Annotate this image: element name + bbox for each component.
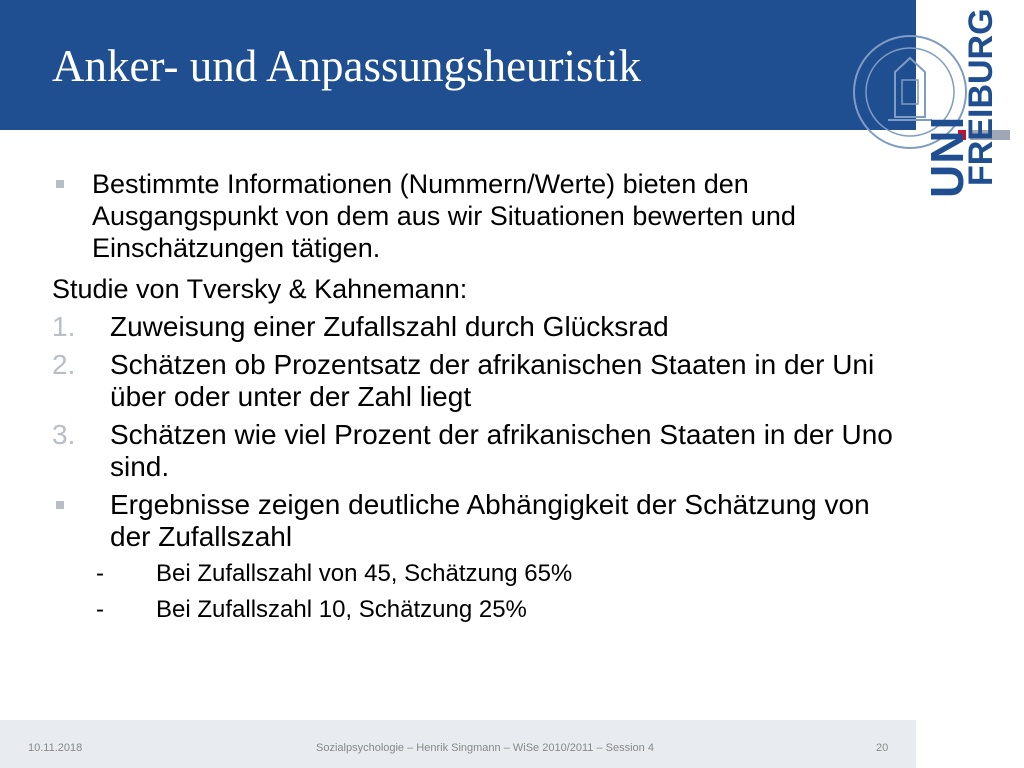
list-number: 3.	[52, 419, 76, 450]
intro-text: Bestimmte Informationen (Nummern/Werte) bieten den Ausgangspunkt von dem aus wir Situationen bewerten und Einschätzungen tätigen.	[92, 169, 796, 263]
list-number: 2.	[52, 349, 76, 380]
intro-bullet	[52, 168, 902, 264]
footer-date: 10.11.2018	[28, 742, 83, 754]
detail-item	[52, 595, 902, 625]
slide-content	[52, 168, 902, 625]
square-bullet-icon	[56, 501, 64, 509]
result-text: Ergebnisse zeigen deutliche Abhängigkeit der Schätzung von der Zufallszahl	[110, 489, 870, 552]
list-item-text: Zuweisung einer Zufallszahl durch Glücksrad	[110, 311, 669, 342]
detail-text: Bei Zufallszahl von 45, Schätzung 65%	[156, 560, 573, 587]
dash-marker: -	[96, 560, 104, 587]
footer-info: Sozialpsychologie – Henrik Singmann – WiSe 2010/2011 – Session 4	[316, 742, 654, 754]
list-item	[52, 311, 902, 343]
list-item	[52, 349, 902, 413]
square-bullet-icon	[56, 180, 64, 188]
slide-title: Anker- und Anpassungsheuristik	[52, 41, 642, 91]
dash-marker: -	[96, 596, 104, 623]
list-item-text: Schätzen wie viel Prozent der afrikanischen Staaten in der Uno sind.	[110, 419, 893, 482]
logo-freiburg-text: FREIBURG	[962, 8, 1000, 186]
list-number: 1.	[52, 311, 76, 342]
detail-text: Bei Zufallszahl 10, Schätzung 25%	[156, 596, 527, 623]
list-item	[52, 419, 902, 483]
list-item-text: Schätzen ob Prozentsatz der afrikanischen Staaten in der Uni über oder unter der Zahl liegt	[110, 349, 875, 412]
title-bar	[0, 0, 916, 130]
slide-footer	[0, 720, 916, 768]
result-bullet	[52, 489, 902, 553]
logo-uni-text: UNI	[921, 115, 973, 198]
study-heading: Studie von Tversky & Kahnemann:	[52, 274, 468, 304]
detail-item	[52, 559, 902, 589]
page-number: 20	[876, 742, 889, 754]
